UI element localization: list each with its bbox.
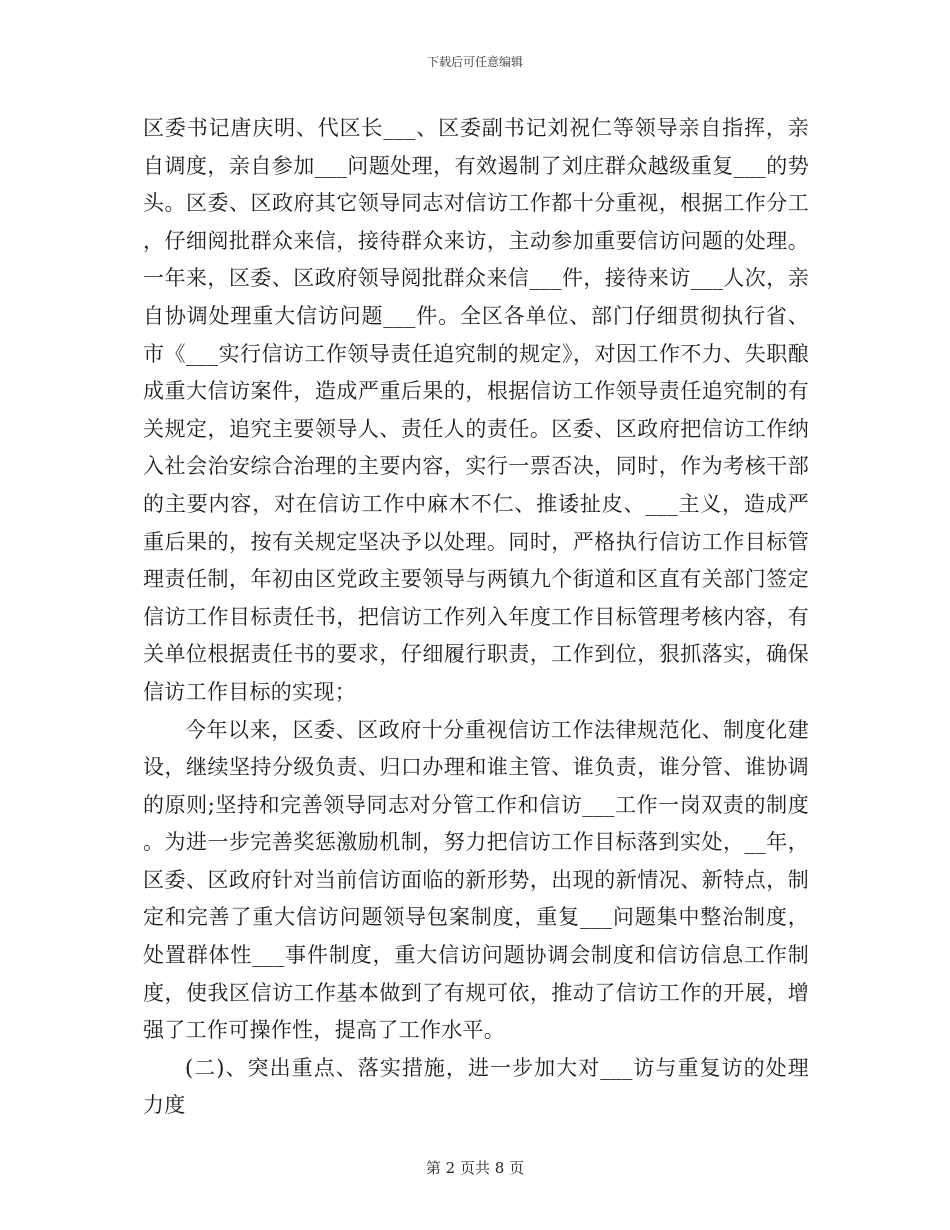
paragraph-1: 区委书记唐庆明、代区长___、区委副书记刘祝仁等领导亲自指挥，亲自调度，亲自参加___问题处理，有效遏制了刘庄群众越级重复___的势头。区委、区政府其它领导同志对信访工作都十分重视，根据工作分工，仔细阅批群众来信，接待群众来访，主动参加重要信访问题的处理。一年来，区委、区政府领导阅批群众来信___件，接待来访___人次，亲自协调处理重大信访问题___件。全区各单位、部门仔细贯彻执行省、市《___实行信访工作领导责任追究制的规定》，对因工作不力、失职酿成重大信访案件，造成严重后果的，根据信访工作领导责任追究制的有关规定，追究主要领导人、责任人的责任。区委、区政府把信访工作纳入社会治安综合治理的主要内容，实行一票否决，同时，作为考核干部的主要内容，对在信访工作中麻木不仁、推诿扯皮、___主义，造成严重后果的，按有关规定坚决予以处理。同时，严格执行信访工作目标管理责任制，年初由区党政主要领导与两镇九个街道和区直有关部门签定信访工作目标责任书，把信访工作列入年度工作目标管理考核内容，有关单位根据责任书的要求，仔细履行职责，工作到位，狠抓落实，确保信访工作目标的实现；: [143, 116, 809, 704]
section-heading: (二)、突出重点、落实措施，进一步加大对___访与重复访的处理力度: [143, 1055, 809, 1118]
page-header: 下载后可任意编辑: [426, 55, 523, 69]
document-body: [143, 110, 809, 1125]
paragraph-2: 今年以来，区委、区政府十分重视信访工作法律规范化、制度化建设，继续坚持分级负责、归口办理和谁主管、谁负责，谁分管、谁协调的原则;坚持和完善领导同志对分管工作和信访___工作一岗双责的制度。为进一步完善奖惩激励机制，努力把信访工作目标落到实处，__年，区委、区政府针对当前信访面临的新形势，出现的新情况、新特点，制定和完善了重大信访问题领导包案制度，重复___问题集中整治制度，处置群体性___事件制度，重大信访问题协调会制度和信访信息工作制度，使我区信访工作基本做到了有规可依，推动了信访工作的开展，增强了工作可操作性，提高了工作水平。: [143, 717, 809, 1043]
page-footer: 第 2 页共 8 页: [425, 1159, 525, 1177]
